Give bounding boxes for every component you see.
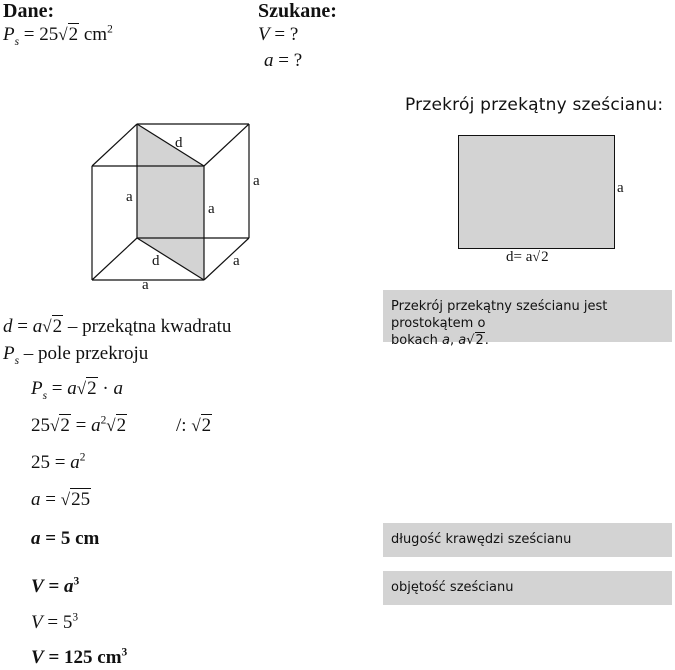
def-d-symbol: d [3,316,13,337]
step1-p: P [31,378,43,399]
step2-divide: /: [176,415,192,436]
sqrt-symbol: √ [76,379,87,398]
step-volume-substitution [31,612,78,634]
step6-v: V [31,576,44,597]
step-substitution [31,415,127,437]
def-d-text: – przekątna kwadratu [63,316,232,337]
cube-edge [92,238,137,280]
step7-exp: 3 [72,611,79,624]
cube-label-a-base: a [142,277,149,293]
note1-end: . [484,333,489,348]
step2-root: 2 [60,415,70,436]
cube-label-a-mid: a [208,201,215,217]
cube-edge [204,124,249,166]
step2-exp: 2 [100,414,107,427]
sqrt-symbol: √ [42,317,52,336]
step-a-result [31,528,99,550]
step8-exp: 3 [121,646,128,659]
step6-exp: 3 [73,575,80,588]
sqrt-symbol: √ [466,333,475,348]
step1-dot: · [97,378,114,399]
sought-edge [264,50,302,72]
section-title: Przekrój przekątny sześcianu: [405,95,664,115]
def-ps-text: – pole przekroju [19,343,149,364]
sqrt-symbol: √ [50,416,60,435]
section-label-d-prefix: d= a [506,249,533,265]
step7-v: V [31,612,43,633]
step-divide-note [176,415,212,437]
given-unit: cm [79,24,108,45]
section-label-d [506,249,550,266]
step4-a: a [31,489,41,510]
sqrt-symbol: √ [532,250,541,265]
def-d-equals: = [12,316,33,337]
note1-a2: a [458,333,467,348]
step-area-formula [31,378,123,400]
step7-equals: = 5 [42,612,73,633]
sought-a-rest: = ? [273,50,303,71]
cube-label-a-depth: a [233,253,240,269]
sought-volume [258,24,298,46]
step2-left: 25 [31,415,50,436]
note1-line2 [391,332,664,349]
def-ps-subscript: s [14,354,20,367]
step1-root: 2 [87,378,97,399]
def-ps-symbol: P [3,343,15,364]
cube-label-d-top: d [175,135,183,151]
step5-rest: = 5 cm [40,528,100,549]
step3-left: 25 = [31,452,71,473]
step5-a: a [31,528,41,549]
step2-a: a [91,415,101,436]
cube-edge [204,238,249,280]
section-rectangle [458,135,615,249]
step1-equals: = [47,378,68,399]
def-area [3,343,148,365]
note-edge-length: długość krawędzi sześcianu [383,523,672,557]
given-area [3,24,113,46]
def-d-a: a [32,316,43,337]
step4-root: 25 [71,489,91,510]
step-volume-result [31,647,127,669]
step3-a: a [70,452,80,473]
sqrt-symbol: √ [60,490,71,509]
sqrt-symbol: √ [106,416,116,435]
cube-label-a-right: a [253,173,260,189]
cube-label-d-bottom: d [152,253,160,269]
section-label-a: a [617,180,624,196]
step8-rest: = 125 cm [43,647,122,668]
sought-title: Szukane: [258,0,337,22]
section-label-d-root: 2 [541,249,549,265]
given-equals: = 25 [19,24,59,45]
note1-separator: , [449,333,459,348]
cube-label-a-left: a [126,189,133,205]
given-symbol: P [3,24,15,45]
sought-a-symbol: a [264,50,274,71]
step-volume-formula [31,576,79,598]
note-volume: objętość sześcianu [383,571,672,605]
cube-edge [92,124,137,166]
note1-root: 2 [475,333,484,348]
given-subscript: s [14,35,20,48]
note-section-is-rectangle [383,290,672,348]
step6-equals: = [43,576,65,597]
step2-divide-root: 2 [201,415,212,436]
sqrt-symbol: √ [58,25,68,44]
sought-v-symbol: V [258,24,270,45]
step1-a2: a [113,378,123,399]
cube-diagram [80,115,280,295]
def-d-root: 2 [52,316,63,337]
step2-equals: = [70,415,92,436]
sqrt-symbol: √ [191,416,201,435]
step1-sub: s [42,389,48,402]
note1-bokach: bokach [391,333,442,348]
given-root: 2 [68,24,79,45]
step3-exp: 2 [79,451,86,464]
def-diagonal [3,316,231,338]
step4-equals: = [40,489,61,510]
step8-v: V [31,647,44,668]
note1-line1: Przekrój przekątny sześcianu jest prostokątem o [391,299,608,331]
step-a-squared [31,452,85,474]
note1-a: a [442,333,450,348]
step1-a: a [67,378,77,399]
given-title: Dane: [3,0,55,22]
step6-a: a [64,576,74,597]
given-unit-exponent: 2 [107,23,113,36]
diagonal-section-shade [137,124,204,280]
sought-v-rest: = ? [269,24,299,45]
step2-root2: 2 [116,415,127,436]
step-a-root [31,489,91,511]
